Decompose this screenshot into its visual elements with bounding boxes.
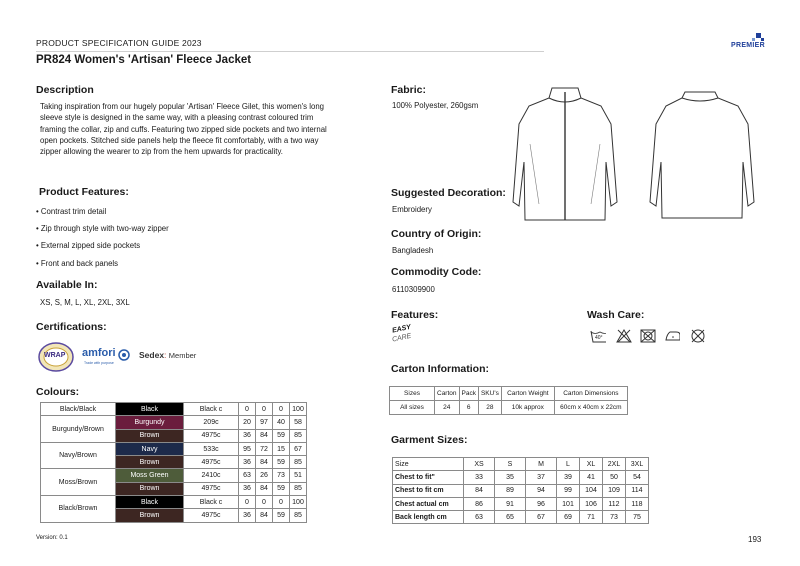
jacket-front-illustration — [505, 84, 625, 224]
product-title: PR824 Women's 'Artisan' Fleece Jacket — [36, 54, 252, 66]
colour-row: Black/Brown Black Black c 0 0 0 100 — [41, 496, 307, 509]
colour-row: Navy/Brown Navy 533c 95 72 15 67 — [41, 442, 307, 455]
table-row: All sizes 24 6 28 10k approx 60cm x 40cm x 22cm — [390, 401, 628, 415]
guide-title: PRODUCT SPECIFICATION GUIDE 2023 — [36, 38, 202, 48]
carton-heading: Carton Information: — [391, 363, 489, 375]
iron-low-icon — [664, 329, 680, 343]
colours-heading: Colours: — [36, 386, 80, 398]
available-heading: Available In: — [36, 279, 98, 291]
fabric-heading: Fabric: — [391, 84, 427, 96]
commodity-value: 6110309900 — [392, 285, 435, 294]
features-heading: Features: — [391, 309, 439, 321]
wrap-logo: WRAP — [38, 342, 74, 372]
colours-table — [40, 402, 307, 523]
table-row: Chest to fit cm 84 89 94 99 104 109 114 — [393, 484, 649, 497]
brand-name: PREMIER — [731, 42, 765, 49]
feature-item: • Zip through style with two-way zipper — [36, 224, 169, 233]
colour-row: Burgundy/Brown Burgundy 209c 20 97 40 58 — [41, 416, 307, 429]
page-number: 193 — [748, 535, 762, 544]
premier-logo — [726, 30, 770, 54]
product-features-heading: Product Features: — [39, 186, 129, 198]
colour-row: Black/Black Black Black c 0 0 0 100 — [41, 403, 307, 416]
table-row: Sizes Carton Pack SKU's Carton Weight Carton Dimensions — [390, 387, 628, 401]
decoration-value: Embroidery — [392, 205, 432, 214]
easy-care-icon: EASY CARE — [391, 323, 413, 344]
table-row: Chest to fit" 33 35 37 39 41 50 54 — [393, 471, 649, 484]
feature-item: • Contrast trim detail — [36, 207, 107, 216]
colour-row: Brown 4975c 36 84 59 85 — [41, 429, 307, 442]
table-row: Size XS S M L XL 2XL 3XL — [393, 458, 649, 471]
wash-care-heading: Wash Care: — [587, 309, 645, 321]
amfori-icon — [118, 348, 130, 366]
certifications-heading: Certifications: — [36, 321, 107, 333]
sedex-logo: Sedex: Member — [139, 350, 197, 360]
no-bleach-icon — [616, 329, 632, 343]
amfori-logo: amfori — [82, 347, 116, 359]
colour-row: Brown 4975c 36 84 59 85 — [41, 509, 307, 522]
origin-heading: Country of Origin: — [391, 228, 482, 240]
table-row: Chest actual cm 86 91 96 101 106 112 118 — [393, 497, 649, 510]
colour-row: Moss/Brown Moss Green 2410c 63 26 73 51 — [41, 469, 307, 482]
carton-table — [389, 386, 628, 415]
version-label: Version: 0.1 — [36, 535, 68, 541]
garment-heading: Garment Sizes: — [391, 434, 468, 446]
garment-table — [392, 457, 649, 524]
header-divider — [36, 51, 544, 52]
description-text: Taking inspiration from our hugely popular 'Artisan' Fleece Gilet, this women's long sleeve style is designed in the same way, with a pleasing contrast coloured trim framing the collar, zip and cuffs. Featuring two zipped side pockets and two internal open pockets. Stitched side panels help the fleece fit comfortably, with a two way zipper allowing the wearer to zip from the hem upwards for practicality. — [40, 102, 327, 157]
colour-row: Brown 4975c 36 84 59 85 — [41, 482, 307, 495]
jacket-back-illustration — [640, 84, 760, 224]
table-row: Back length cm 63 65 67 69 71 73 75 — [393, 511, 649, 524]
origin-value: Bangladesh — [392, 246, 434, 255]
amfori-tagline: Trade with purpose — [84, 361, 114, 365]
no-dry-clean-icon — [690, 329, 706, 343]
wash-temp: 40° — [595, 335, 603, 341]
feature-item: • External zipped side pockets — [36, 241, 141, 250]
decoration-heading: Suggested Decoration: — [391, 187, 506, 199]
colour-row: Brown 4975c 36 84 59 85 — [41, 456, 307, 469]
commodity-heading: Commodity Code: — [391, 266, 482, 278]
available-sizes: XS, S, M, L, XL, 2XL, 3XL — [40, 298, 130, 307]
fabric-value: 100% Polyester, 260gsm — [392, 101, 479, 110]
no-tumble-dry-icon — [640, 329, 656, 343]
description-heading: Description — [36, 84, 94, 96]
feature-item: • Front and back panels — [36, 259, 119, 268]
